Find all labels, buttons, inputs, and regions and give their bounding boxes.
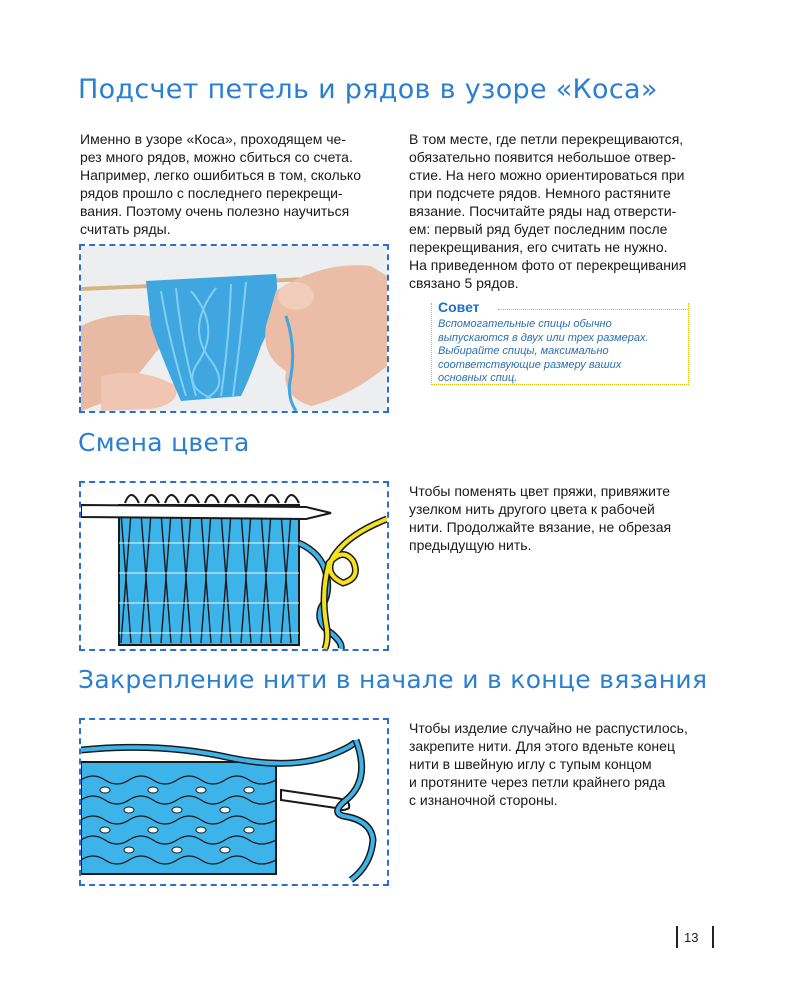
text-line: с изнаночной стороны. (409, 792, 558, 808)
text-line: Именно в узоре «Коса», проходящем че- (80, 131, 346, 147)
page-number: 13 (684, 930, 699, 945)
section-title-counting: Подсчет петель и рядов в узоре «Коса» (78, 74, 658, 105)
securing-illustration (81, 720, 387, 884)
tip-line: выпускаются в двух или трех размерах. (438, 331, 649, 344)
text-line: ем: первый ряд будет последним после (409, 221, 668, 237)
cable-knitting-photo (79, 244, 389, 413)
securing-illustration-frame (79, 718, 389, 886)
tip-title: Совет (438, 299, 484, 315)
text-line: узелком нить другого цвета к рабочей (409, 501, 655, 517)
text-line: На приведенном фото от перекрещивания (409, 257, 687, 273)
text-line: считать ряды. (80, 221, 171, 237)
page-number-bar-left (676, 926, 678, 948)
securing-paragraph (409, 719, 688, 809)
section-title-color-change: Смена цвета (78, 428, 250, 457)
tip-box (431, 299, 689, 385)
text-line: связано 5 рядов. (409, 275, 519, 291)
text-line: нити. Продолжайте вязание, не обрезая (409, 519, 672, 535)
text-line: нити в швейную иглу с тупым концом (409, 756, 652, 772)
text-line: и протяните через петли крайнего ряда (409, 774, 666, 790)
counting-paragraph-left (80, 130, 361, 238)
counting-paragraph-right (409, 130, 686, 292)
color-change-paragraph (409, 482, 671, 554)
tip-line: основных спиц. (438, 372, 518, 384)
text-line: предыдущую нить. (409, 537, 532, 553)
text-line: Например, легко ошибиться в том, сколько (80, 167, 361, 183)
text-line: Чтобы изделие случайно не распустилось, (409, 720, 688, 736)
text-line: рядов прошло с последнего перекрещи- (80, 185, 343, 201)
text-line: обязательно появится небольшое отвер- (409, 149, 676, 165)
text-line: перекрещивания, его считать не нужно. (409, 239, 668, 255)
tip-line: Выбирайте спицы, максимально (438, 345, 609, 357)
text-line: вания. Поэтому очень полезно научиться (80, 203, 350, 219)
text-line: В том месте, где петли перекрещиваются, (409, 131, 684, 147)
tip-line: Вспомогательные спицы обычно (438, 318, 612, 330)
text-line: рез много рядов, можно сбиться со счета. (80, 149, 353, 165)
page-number-bar-right (712, 926, 714, 948)
text-line: стие. На него можно ориентироваться при (409, 167, 685, 183)
tip-line: соответствующие размеру ваших (438, 358, 622, 371)
tip-divider (498, 309, 688, 310)
text-line: вязание. Посчитайте ряды над отверсти- (409, 203, 677, 219)
section-title-securing: Закрепление нити в начале и в конце вязания (78, 665, 708, 694)
color-change-illustration-frame (79, 481, 389, 651)
text-line: при подсчете рядов. Немного растяните (409, 185, 671, 201)
text-line: закрепите нити. Для этого вденьте конец (409, 738, 675, 754)
cable-knitting-illustration (81, 246, 387, 411)
text-line: Чтобы поменять цвет пряжи, привяжите (409, 483, 670, 499)
color-change-illustration (81, 483, 387, 649)
tip-body (438, 318, 649, 386)
